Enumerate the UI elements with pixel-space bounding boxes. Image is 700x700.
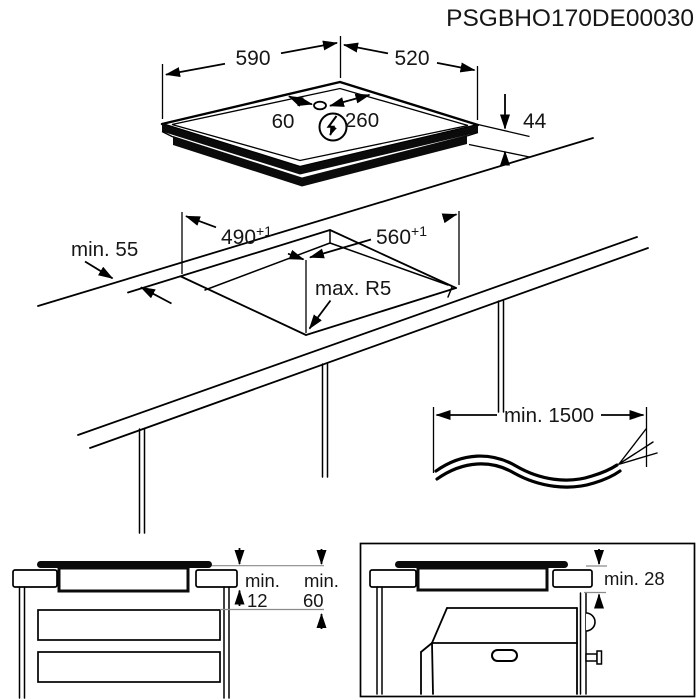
hob-isometric-view <box>162 36 547 187</box>
dim-label-min-12-value: 12 <box>247 590 268 611</box>
dim-label-490: $490^{+1}$ <box>221 223 273 249</box>
mains-cable-view <box>434 404 658 487</box>
worktop-section-right <box>196 570 237 587</box>
dim-label-590: 590 <box>235 47 271 70</box>
dim-label-560: $560^{+1}$ <box>376 223 428 249</box>
worktop-section-right-2 <box>553 570 592 587</box>
dim-label-min-60-word: min. <box>304 570 339 591</box>
oven-side-knob <box>586 654 597 661</box>
dim-label-min-55: min. 55 <box>71 238 139 261</box>
hob-body-section-2 <box>418 568 547 590</box>
mains-cable <box>436 429 657 487</box>
dim-label-min-1500: min. 1500 <box>503 404 595 427</box>
worktop-cutout-view <box>38 138 648 533</box>
dim-label-260: 260 <box>344 109 380 132</box>
worktop-section-left-2 <box>370 570 416 587</box>
cabinet-panels <box>140 301 504 533</box>
dim-label-min-60-value: 60 <box>303 590 324 611</box>
dim-label-60: 60 <box>271 110 295 133</box>
dim-label-44: 44 <box>523 110 547 133</box>
oven-clearance-view <box>361 544 695 697</box>
hob-body-section <box>59 568 188 591</box>
dim-label-max-r5: max. R5 <box>315 277 392 300</box>
drawer-front-lower <box>38 652 220 682</box>
worktop-section-left <box>13 570 57 587</box>
product-code: PSGBHO170DE00030 <box>446 5 694 32</box>
drawer-clearance-view <box>13 548 339 698</box>
oven-handle <box>492 650 517 661</box>
dim-label-min-12-word: min. <box>245 570 280 591</box>
drawer-front-upper <box>38 610 220 640</box>
oven-side-knob-head <box>597 651 602 664</box>
electrical-connection-icon <box>320 114 347 141</box>
cable-entry-hole <box>314 102 326 110</box>
dim-label-min-28: min. 28 <box>604 568 665 589</box>
dimension-560 <box>310 211 459 285</box>
dimension-44 <box>469 94 547 165</box>
dim-label-520: 520 <box>394 47 430 70</box>
